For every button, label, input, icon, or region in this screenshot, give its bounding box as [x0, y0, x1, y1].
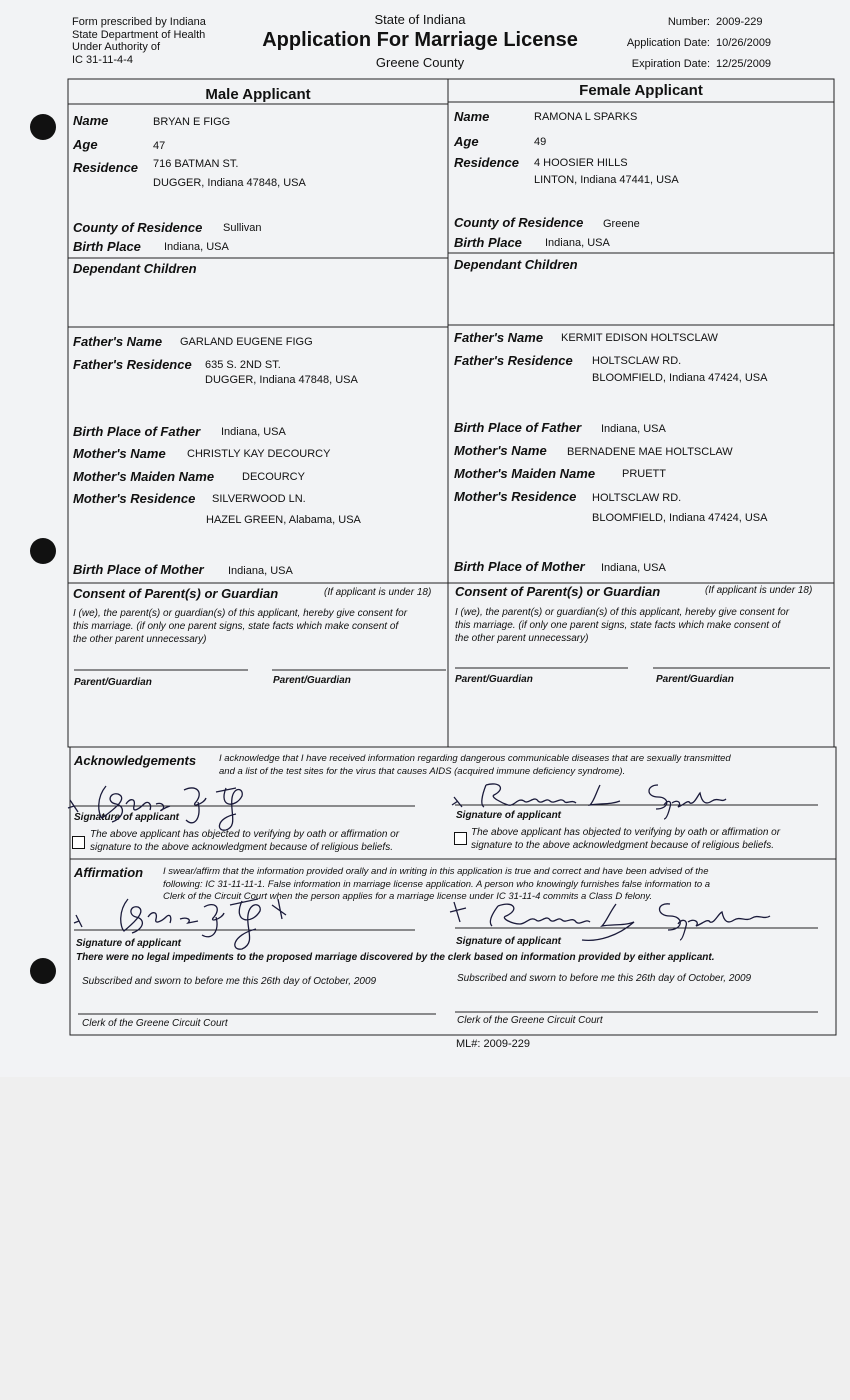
female-birthplace: Indiana, USA: [545, 237, 610, 249]
female-father-res-street: HOLTSCLAW RD.: [592, 355, 682, 367]
ack-title: Acknowledgements: [74, 753, 197, 768]
female-mother-bp-label: Birth Place of Mother: [454, 559, 585, 574]
male-age: 47: [153, 140, 166, 152]
female-father-name: KERMIT EDISON HOLTSCLAW: [561, 332, 718, 344]
male-dependants-label: Dependant Children: [73, 261, 197, 276]
state-name: State of Indiana: [374, 12, 466, 27]
affirmation-line: following: IC 31-11-11-1. False information in marriage license application. A person who knowingly furnishes false information to a: [163, 878, 711, 890]
male-father-birthplace: Indiana, USA: [221, 426, 286, 438]
female-aff-sig-label: Signature of applicant: [456, 936, 562, 947]
male-consent-text: [73, 607, 448, 646]
female-father-res-city: BLOOMFIELD, Indiana 47424, USA: [592, 372, 768, 384]
female-mother-maiden-label: Mother's Maiden Name: [454, 466, 596, 481]
objection-line: The above applicant has objected to verifying by oath or affirmation or: [471, 827, 781, 838]
ack-line: and a list of the test sites for the virus that causes AIDS (acquired immune deficiency syndrome).: [219, 766, 626, 777]
male-father-name: GARLAND EUGENE FIGG: [180, 336, 313, 348]
male-mother-bp-label: Birth Place of Mother: [73, 562, 204, 577]
male-consent-note: (If applicant is under 18): [324, 587, 432, 598]
female-age-label: Age: [454, 134, 479, 149]
consent-line: the other parent unnecessary): [73, 634, 207, 645]
objection-line: signature to the above acknowledgment because of religious beliefs.: [471, 840, 774, 851]
authority-line: Form prescribed by Indiana: [72, 16, 206, 28]
male-mother-name-label: Mother's Name: [73, 446, 166, 461]
objection-line: signature to the above acknowledgment because of religious beliefs.: [90, 842, 393, 853]
male-ack-sig-label: Signature of applicant: [74, 812, 180, 823]
male-parent-guardian-1: Parent/Guardian: [74, 677, 152, 688]
male-county-label: County of Residence: [73, 220, 203, 235]
female-name: RAMONA L SPARKS: [534, 111, 638, 123]
objection-line: The above applicant has objected to verifying by oath or affirmation or: [90, 829, 400, 840]
female-parent-guardian-1: Parent/Guardian: [455, 674, 533, 685]
female-birthplace-label: Birth Place: [454, 235, 522, 250]
female-mother-maiden: PRUETT: [622, 468, 666, 480]
male-father-res-street: 635 S. 2ND ST.: [205, 359, 281, 371]
female-county-label: County of Residence: [454, 215, 584, 230]
female-mother-birthplace: Indiana, USA: [601, 562, 666, 574]
male-mother-res-street: SILVERWOOD LN.: [212, 493, 306, 505]
app-date-label: Application Date:: [626, 37, 710, 49]
male-residence-street: 716 BATMAN ST.: [153, 158, 239, 170]
female-consent-note: (If applicant is under 18): [705, 585, 813, 596]
county-name: Greene County: [375, 55, 465, 70]
female-mother-res-label: Mother's Residence: [454, 489, 577, 504]
female-parent-guardian-2: Parent/Guardian: [656, 674, 734, 685]
male-father-name-label: Father's Name: [73, 334, 163, 349]
female-applicant-title: Female Applicant: [579, 82, 703, 99]
male-residence-label: Residence: [73, 160, 139, 175]
ack-line: I acknowledge that I have received information regarding dangerous communicable diseases that are sexually transmitted: [219, 753, 731, 764]
ml-number: ML#: 2009-229: [456, 1038, 530, 1050]
license-number: 2009-229: [716, 16, 763, 28]
form-title: Application For Marriage License: [262, 29, 578, 51]
male-mother-maiden-label: Mother's Maiden Name: [73, 469, 215, 484]
authority-line: IC 31-11-4-4: [72, 53, 133, 66]
female-clerk-label: Clerk of the Greene Circuit Court: [457, 1015, 603, 1026]
consent-line: I (we), the parent(s) or guardian(s) of this applicant, hereby give consent for: [73, 608, 408, 619]
consent-line: this marriage. (if only one parent signs, state facts which make consent of: [455, 620, 781, 631]
female-mother-res-city: BLOOMFIELD, Indiana 47424, USA: [592, 512, 768, 524]
male-subscribed-text: Subscribed and sworn to before me this 26th day of October, 2009: [82, 976, 377, 987]
female-ack-signature: [450, 775, 750, 825]
number-label: Number:: [667, 16, 710, 28]
consent-line: this marriage. (if only one parent signs, state facts which make consent of: [73, 621, 399, 632]
authority-line: State Department of Health: [72, 28, 206, 41]
female-name-label: Name: [454, 109, 490, 124]
male-father-res-label: Father's Residence: [73, 357, 192, 372]
female-mother-name-label: Mother's Name: [454, 443, 547, 458]
consent-line: the other parent unnecessary): [455, 633, 589, 644]
consent-line: I (we), the parent(s) or guardian(s) of this applicant, hereby give consent for: [455, 607, 790, 618]
female-county: Greene: [603, 218, 640, 230]
male-age-label: Age: [73, 137, 98, 152]
male-aff-signature: [72, 885, 302, 965]
application-date: 10/26/2009: [716, 37, 772, 49]
female-father-bp-label: Birth Place of Father: [454, 420, 582, 435]
affirmation-title: Affirmation: [74, 865, 144, 880]
expiration-date: 12/25/2009: [716, 58, 772, 70]
authority-line: Under Authority of: [72, 41, 161, 53]
female-father-birthplace: Indiana, USA: [601, 423, 666, 435]
affirmation-line: Clerk of the Circuit Court when the person applies for a marriage license under IC 31-11-4 commits a Class D felony.: [163, 891, 653, 902]
male-applicant-title: Male Applicant: [205, 86, 311, 103]
male-name: BRYAN E FIGG: [153, 116, 231, 128]
male-mother-res-label: Mother's Residence: [73, 491, 196, 506]
male-mother-birthplace: Indiana, USA: [228, 565, 293, 577]
female-ack-sig-label: Signature of applicant: [456, 810, 562, 821]
female-age: 49: [534, 136, 547, 148]
female-objection-checkbox[interactable]: [454, 832, 467, 845]
male-county: Sullivan: [223, 222, 262, 234]
female-dependants-label: Dependant Children: [454, 257, 578, 272]
male-parent-guardian-2: Parent/Guardian: [273, 675, 351, 686]
male-name-label: Name: [73, 113, 109, 128]
affirmation-line: I swear/affirm that the information provided orally and in writing in this application is true and correct and have been advised of the: [163, 866, 709, 877]
female-father-name-label: Father's Name: [454, 330, 544, 345]
female-consent-text: [455, 606, 833, 645]
male-aff-sig-label: Signature of applicant: [76, 938, 182, 949]
female-mother-res-street: HOLTSCLAW RD.: [592, 492, 682, 504]
male-clerk-label: Clerk of the Greene Circuit Court: [82, 1018, 228, 1029]
male-residence-city: DUGGER, Indiana 47848, USA: [153, 177, 306, 189]
no-impediments-statement: There were no legal impediments to the proposed marriage discovered by the clerk based on information provided by either applicant.: [76, 952, 715, 963]
male-father-res-city: DUGGER, Indiana 47848, USA: [205, 374, 358, 386]
male-father-bp-label: Birth Place of Father: [73, 424, 201, 439]
female-aff-signature: [448, 892, 788, 948]
female-mother-name: BERNADENE MAE HOLTSCLAW: [567, 446, 733, 458]
male-mother-res-city: HAZEL GREEN, Alabama, USA: [206, 514, 361, 526]
female-objection-text: [471, 826, 780, 852]
female-residence-city: LINTON, Indiana 47441, USA: [534, 174, 679, 186]
male-birthplace: Indiana, USA: [164, 241, 229, 253]
male-mother-name: CHRISTLY KAY DECOURCY: [187, 448, 331, 460]
female-subscribed-text: Subscribed and sworn to before me this 26th day of October, 2009: [457, 973, 752, 984]
female-residence-label: Residence: [454, 155, 520, 170]
male-mother-maiden: DECOURCY: [242, 471, 305, 483]
female-consent-title: Consent of Parent(s) or Guardian: [455, 584, 661, 599]
male-consent-title: Consent of Parent(s) or Guardian: [73, 586, 279, 601]
female-residence-street: 4 HOOSIER HILLS: [534, 157, 628, 169]
exp-date-label: Expiration Date:: [631, 58, 710, 70]
male-ack-signature: [66, 768, 266, 848]
female-father-res-label: Father's Residence: [454, 353, 573, 368]
male-birthplace-label: Birth Place: [73, 239, 141, 254]
